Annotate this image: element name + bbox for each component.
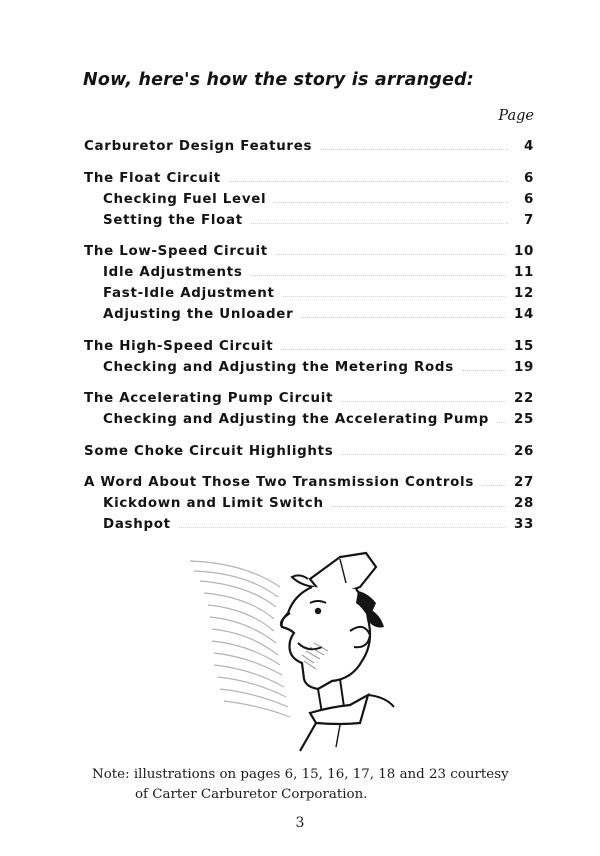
toc-entry-title: Idle Adjustments [103, 265, 243, 280]
toc-group [84, 391, 534, 433]
toc-page-number: 10 [513, 244, 534, 259]
toc-entry-title: Some Choke Circuit Highlights [84, 443, 334, 459]
toc-subentry [84, 360, 534, 381]
toc-page-number: 12 [513, 286, 534, 301]
mechanic-cartoon-illustration [190, 547, 430, 757]
toc-entry [84, 444, 534, 465]
toc-page-number: 14 [513, 307, 534, 322]
toc-entry-title: Dashpot [103, 517, 171, 532]
toc-entry [84, 391, 534, 412]
dot-leader [283, 295, 506, 297]
toc-subentry [84, 192, 534, 213]
page-number: 3 [295, 815, 305, 831]
note-text-line1: illustrations on pages 6, 15, 16, 17, 18 and 23 courtesy [133, 767, 509, 782]
toc-entry [84, 171, 534, 192]
toc-group [84, 171, 534, 234]
toc-subentry [84, 213, 534, 234]
toc-page-number: 15 [513, 338, 534, 354]
toc-page-number: 27 [513, 475, 534, 490]
dot-leader [274, 201, 508, 203]
table-of-contents [84, 139, 534, 549]
dot-leader [229, 180, 508, 182]
toc-entry [84, 139, 534, 160]
page-title: Now, here's how the story is arranged: [83, 70, 474, 90]
toc-entry-title: Carburetor Design Features [84, 139, 313, 154]
toc-entry-title: Checking and Adjusting the Metering Rods [103, 359, 454, 375]
toc-entry [84, 339, 534, 360]
toc-entry [84, 244, 534, 265]
toc-entry [84, 475, 534, 496]
dot-leader [301, 316, 506, 318]
toc-entry-title: A Word About Those Two Transmission Controls [84, 475, 474, 490]
toc-subentry [84, 286, 534, 307]
toc-subentry [84, 265, 534, 286]
toc-entry-title: Adjusting the Unloader [103, 307, 294, 322]
toc-entry-title: Fast-Idle Adjustment [103, 286, 275, 301]
dot-leader [276, 253, 506, 255]
toc-page-number: 26 [513, 443, 534, 459]
toc-entry-title: Checking and Adjusting the Accelerating Pump [103, 412, 490, 427]
dot-leader [179, 526, 506, 528]
toc-subentry [84, 307, 534, 328]
dot-leader [482, 484, 506, 486]
toc-page-number: 7 [523, 212, 534, 228]
dot-leader [320, 148, 508, 150]
toc-entry-title: The Low-Speed Circuit [84, 244, 268, 259]
toc-subentry [84, 496, 534, 517]
toc-page-number: 25 [513, 412, 534, 427]
toc-page-number: 6 [523, 191, 534, 207]
toc-group [84, 444, 534, 465]
dot-leader [250, 274, 505, 276]
toc-entry-title: The Accelerating Pump Circuit [84, 391, 334, 406]
toc-entry-title: Setting the Float [103, 212, 243, 228]
dot-leader [341, 453, 506, 455]
toc-page-number: 6 [523, 170, 534, 186]
toc-entry-title: Kickdown and Limit Switch [103, 496, 324, 511]
toc-subentry [84, 412, 534, 433]
toc-group [84, 475, 534, 538]
toc-group [84, 139, 534, 160]
dot-leader [281, 348, 506, 350]
illustration-credit-note [92, 765, 552, 805]
toc-page-number: 28 [513, 496, 534, 511]
toc-subentry [84, 517, 534, 538]
toc-group [84, 244, 534, 328]
toc-entry-title: The High-Speed Circuit [84, 338, 274, 354]
toc-entry-title: The Float Circuit [84, 170, 221, 186]
toc-entry-title: Checking Fuel Level [103, 191, 267, 207]
toc-page-number: 22 [513, 391, 534, 406]
toc-group [84, 339, 534, 381]
dot-leader [251, 222, 508, 224]
toc-page-number: 4 [523, 139, 534, 154]
toc-page-number: 19 [513, 359, 534, 375]
dot-leader [332, 505, 506, 507]
note-text-line2: of Carter Carburetor Corporation. [135, 787, 368, 802]
note-label: Note: [92, 767, 130, 782]
toc-page-number: 11 [513, 265, 534, 280]
dot-leader [497, 421, 506, 423]
page-column-label: Page [498, 108, 534, 124]
dot-leader [462, 369, 506, 371]
dot-leader [341, 400, 506, 402]
toc-page-number: 33 [513, 517, 534, 532]
